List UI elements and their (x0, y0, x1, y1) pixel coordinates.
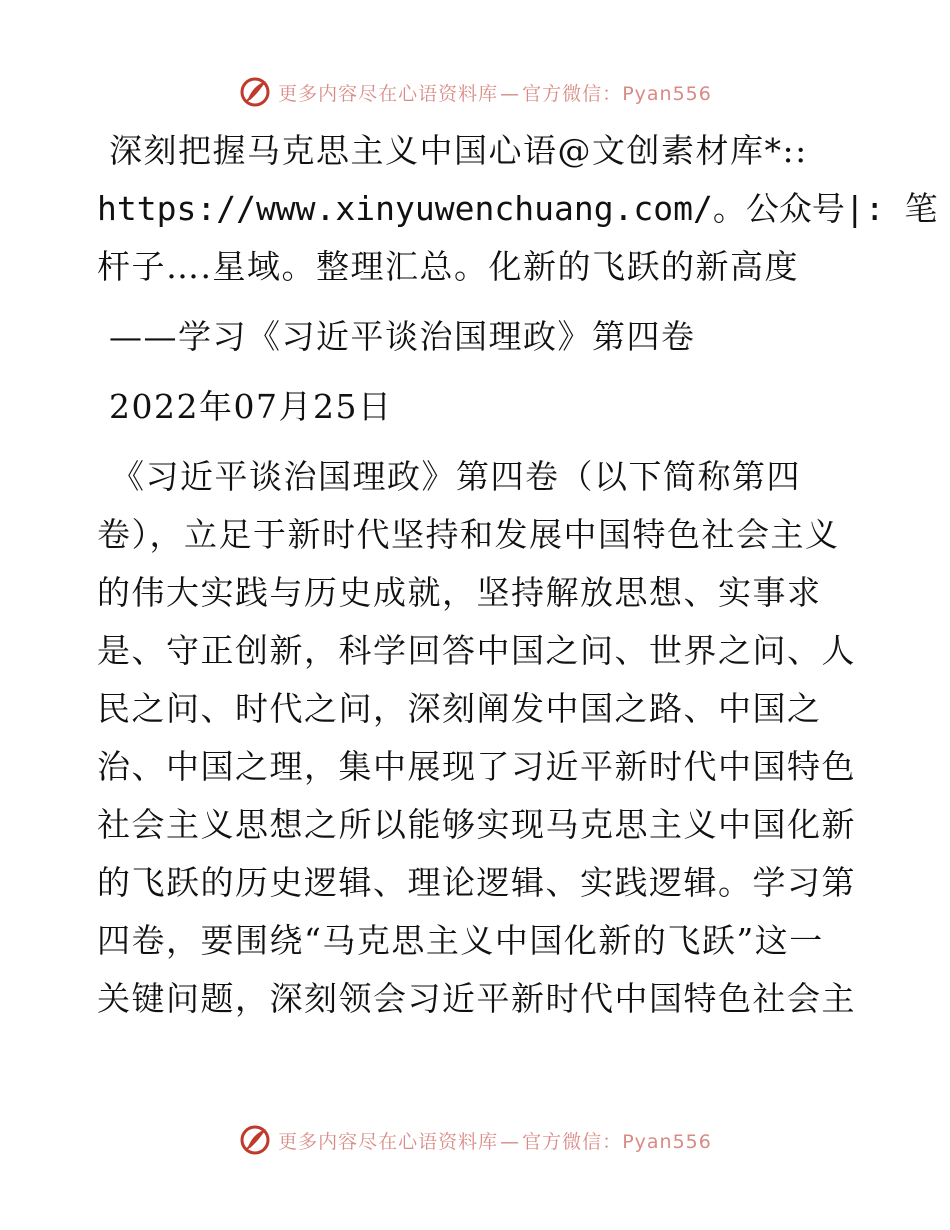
text-line-3: 杆子….星域。整理汇总。化新的飞跃的新高度 (97, 247, 799, 286)
watermark-text (278, 79, 712, 106)
watermark-slogan: 更多内容尽在心语资料库 (278, 1130, 499, 1153)
watermark-dash: — (500, 82, 521, 105)
watermark-dash: — (500, 1130, 521, 1153)
paragraph-line-10: 关键问题，深刻领会习近平新时代中国特色社会主 (97, 979, 856, 1018)
feather-logo-icon (238, 75, 272, 109)
watermark-footer (0, 1120, 950, 1160)
paragraph-line-6: 治、中国之理，集中展现了习近平新时代中国特色 (97, 747, 856, 786)
paragraph-line-8: 的飞跃的历史逻辑、理论逻辑、实践逻辑。学习第 (97, 863, 856, 902)
watermark-text (278, 1127, 712, 1154)
subtitle-line: ——学习《习近平谈治国理政》第四卷 (109, 317, 696, 356)
paragraph-line-1: 《习近平谈治国理政》第四卷（以下简称第四 (111, 457, 801, 496)
paragraph-line-9: 四卷，要围绕“马克思主义中国化新的飞跃”这一 (97, 921, 824, 960)
date-line: 2022年07月25日 (109, 387, 393, 426)
paragraph-line-4: 是、守正创新，科学回答中国之问、世界之问、人 (97, 631, 856, 670)
paragraph-line-3: 的伟大实践与历史成就，坚持解放思想、实事求 (97, 573, 822, 612)
paragraph-line-2: 卷），立足于新时代坚持和发展中国特色社会主义 (97, 515, 840, 554)
text-line-1: 深刻把握马克思主义中国心语@文创素材库*:: (109, 131, 808, 170)
document-body (97, 122, 938, 1028)
watermark-id: Pyan556 (622, 82, 712, 105)
watermark-slogan: 更多内容尽在心语资料库 (278, 82, 499, 105)
watermark-header (0, 72, 950, 112)
paragraph-line-5: 民之问、时代之问，深刻阐发中国之路、中国之 (97, 689, 822, 728)
watermark-label: 官方微信： (522, 82, 623, 105)
text-line-2: https://www.xinyuwenchuang.com/。公众号|: 笔 (97, 189, 938, 228)
feather-logo-icon (238, 1123, 272, 1157)
watermark-label: 官方微信： (522, 1130, 623, 1153)
watermark-id: Pyan556 (622, 1130, 712, 1153)
paragraph-line-7: 社会主义思想之所以能够实现马克思主义中国化新 (97, 805, 856, 844)
